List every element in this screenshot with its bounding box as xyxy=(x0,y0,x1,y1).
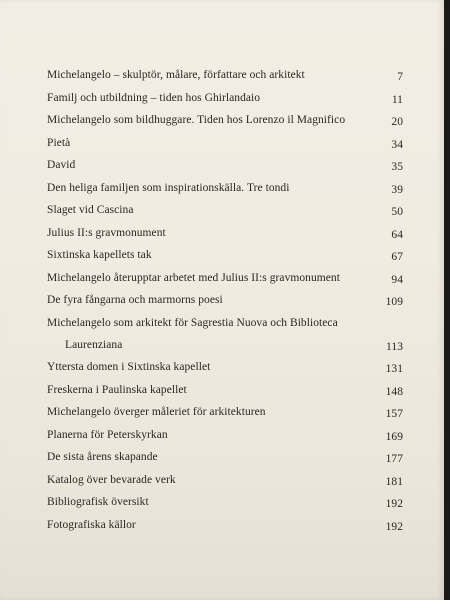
toc-entry-title: Slaget vid Cascina xyxy=(47,204,134,216)
toc-entry xyxy=(47,406,403,429)
toc-entry-title: Laurenziana xyxy=(65,339,123,351)
toc-entry-title: Michelangelo som bildhuggare. Tiden hos Lorenzo il Magnifico xyxy=(47,114,346,126)
toc-entry xyxy=(47,429,403,452)
toc-entry xyxy=(47,182,403,205)
toc-entry xyxy=(47,159,403,182)
toc-entry-title: Julius II:s gravmonument xyxy=(47,226,166,239)
toc-entry-page: 177 xyxy=(385,453,403,465)
toc-entry-title: Katalog över bevarade verk xyxy=(47,473,176,486)
toc-entry xyxy=(47,361,403,384)
toc-entry-page: 7 xyxy=(397,71,403,83)
toc-entry-page: 192 xyxy=(385,520,403,533)
toc-entry-page: 109 xyxy=(385,296,403,308)
toc-entry-page: 20 xyxy=(391,116,403,128)
toc-entry-page: 131 xyxy=(385,363,403,375)
toc-entry xyxy=(47,451,403,474)
toc-entry-page: 157 xyxy=(385,408,403,420)
toc-entry-title: De sista årens skapande xyxy=(47,451,158,463)
toc-entry xyxy=(47,137,403,160)
toc-entry-title: Planerna för Peterskyrkan xyxy=(47,428,168,441)
toc-entry-title: Michelangelo – skulptör, målare, författare och arkitekt xyxy=(47,69,305,81)
toc-entry-title: De fyra fångarna och marmorns poesi xyxy=(47,294,223,306)
toc-entry-title: Michelangelo återupptar arbetet med Julius II:s gravmonument xyxy=(47,271,340,284)
toc-entry xyxy=(47,496,403,519)
toc-entry xyxy=(47,69,403,92)
toc-entry-title: Michelangelo överger måleriet för arkitekturen xyxy=(47,406,266,418)
toc-entry-page: 39 xyxy=(391,183,403,196)
toc-entry xyxy=(47,114,403,137)
toc-entry-title: Fotografiska källor xyxy=(47,518,136,531)
toc-entry-page: 192 xyxy=(385,498,403,510)
toc-entry-title: Den heliga familjen som inspirationskälla. Tre tondi xyxy=(47,181,290,194)
toc-entry-title: Bibliografisk översikt xyxy=(47,496,149,508)
toc-entry xyxy=(47,272,403,295)
toc-entry-page: 148 xyxy=(385,385,403,398)
toc-entry xyxy=(47,204,403,227)
toc-entry xyxy=(47,384,403,407)
toc-entry-title: Michelangelo som arkitekt för Sagrestia Nuova och Biblioteca xyxy=(47,316,338,329)
toc-entry-page: 35 xyxy=(391,161,403,173)
toc-entry xyxy=(47,317,403,340)
toc-entry-title: David xyxy=(47,159,76,171)
toc-entry-title: Freskerna i Paulinska kapellet xyxy=(47,383,187,396)
toc-entry xyxy=(47,227,403,250)
toc-entry-page: 113 xyxy=(386,341,403,353)
toc-entry-continuation xyxy=(47,339,403,361)
toc-entry-page: 50 xyxy=(391,206,403,218)
toc-entry-title: Familj och utbildning – tiden hos Ghirlandaio xyxy=(47,91,261,104)
toc-entry-page: 67 xyxy=(391,251,403,263)
table-of-contents xyxy=(47,69,403,541)
toc-entry-page: 34 xyxy=(391,138,403,151)
toc-entry-page: 169 xyxy=(385,430,403,443)
toc-entry xyxy=(47,249,403,272)
toc-entry-page: 11 xyxy=(391,93,403,106)
toc-entry-title: Pietà xyxy=(47,136,71,149)
toc-entry-title: Yttersta domen i Sixtinska kapellet xyxy=(47,361,211,373)
toc-entry xyxy=(47,92,403,115)
toc-entry-page: 181 xyxy=(385,475,403,488)
toc-entry xyxy=(47,474,403,497)
toc-entry-page: 64 xyxy=(391,228,403,241)
toc-entry-page: 94 xyxy=(391,273,403,286)
toc-entry xyxy=(47,519,403,542)
toc-entry xyxy=(47,294,403,317)
toc-entry-title: Sixtinska kapellets tak xyxy=(47,249,152,261)
